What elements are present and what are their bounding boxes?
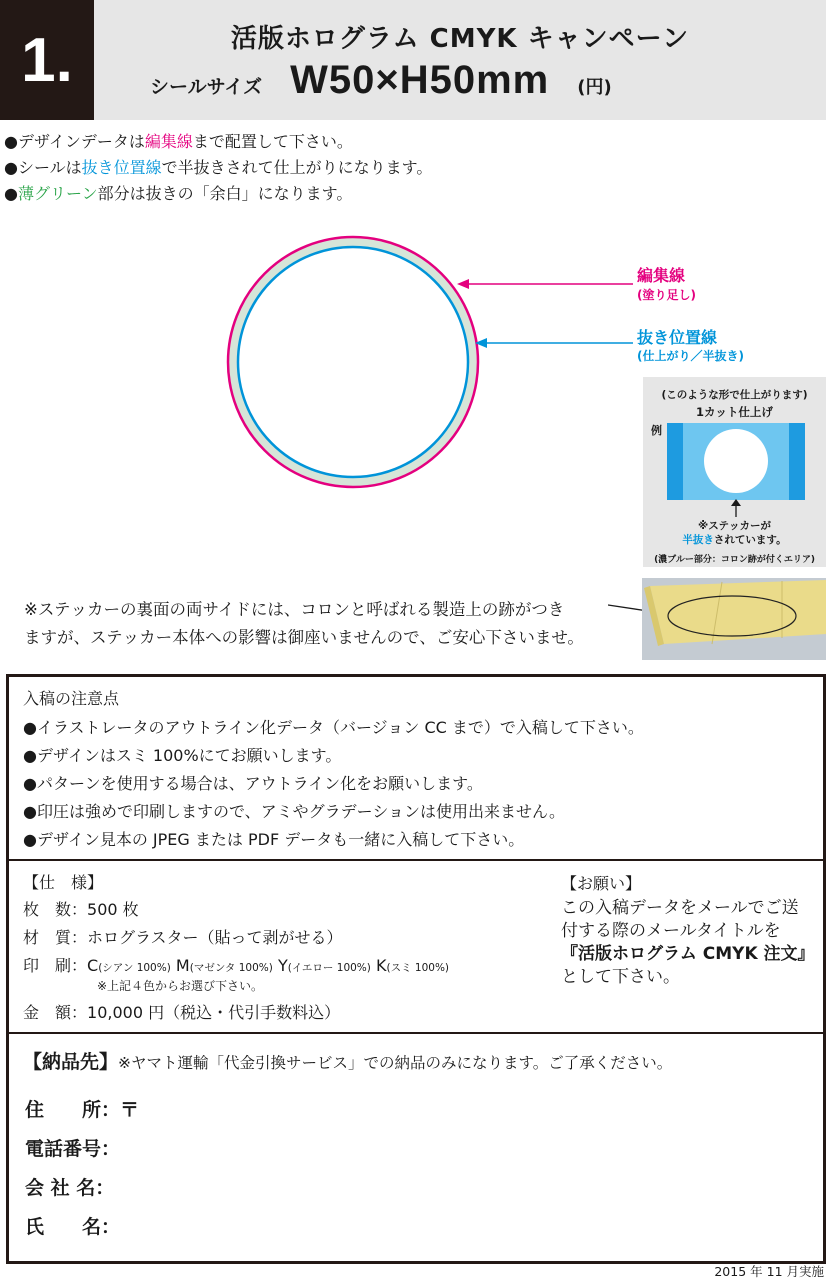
spec-quantity: 枚 数：500 枚 bbox=[23, 900, 139, 919]
example-title: (このような形で仕上がります) bbox=[661, 389, 808, 401]
spec-print-note: ※上記４色からお選び下さい。 bbox=[97, 979, 264, 993]
edit-line-label: 編集線 bbox=[637, 266, 686, 285]
effective-date: 2015 年 11 月実施 bbox=[714, 1264, 824, 1279]
cut-line-circle bbox=[238, 247, 468, 477]
request-line: 付する際のメールタイトルを bbox=[561, 921, 781, 941]
request-line: として下さい。 bbox=[561, 967, 680, 987]
submission-item: ●デザイン見本の JPEG または PDF データも一緒に入稿して下さい。 bbox=[23, 830, 525, 849]
order-form bbox=[6, 674, 826, 1264]
submission-item: ●印圧は強めで印刷しますので、アミやグラデーションは使用出来ません。 bbox=[23, 802, 565, 821]
request-heading: 【お願い】 bbox=[561, 874, 642, 893]
example-sticker bbox=[667, 423, 805, 500]
cut-line-label: 抜き位置線 bbox=[637, 328, 718, 347]
example-caption-1: ※ステッカーが bbox=[698, 520, 771, 532]
name-field-label: 氏 名： bbox=[25, 1216, 121, 1238]
divider bbox=[9, 859, 823, 861]
delivery-row bbox=[23, 1049, 672, 1076]
spec-print: 印 刷：C(シアン 100%) M(マゼンタ 100%) Y(イエロー 100%) K(スミ 100%) bbox=[23, 956, 450, 975]
example-arrow-icon bbox=[729, 499, 743, 517]
specs-heading: 【仕 様】 bbox=[23, 873, 104, 892]
page-title: 活版ホログラム CMYK キャンペーン bbox=[230, 24, 690, 54]
submission-heading: 入稿の注意点 bbox=[23, 689, 120, 708]
divider bbox=[9, 1032, 823, 1034]
delivery-note: ※ヤマト運輸「代金引換サービス」での納品のみになります。ご了承ください。 bbox=[118, 1054, 673, 1072]
example-note: (濃ブルー部分：コロン跡が付くエリア) bbox=[654, 555, 815, 565]
back-side-note: ※ステッカーの裏面の両サイドには、コロンと呼ばれる製造上の跡がつき ますが、ステッカー本体への影響は御座いませんので、ご安心下さいませ。 bbox=[24, 600, 584, 647]
spec-price: 金 額：10,000 円（税込・代引手数料込） bbox=[23, 1003, 341, 1022]
note-margin: ●薄グリーン部分は抜きの「余白」になります。 bbox=[4, 184, 353, 203]
seal-size-value: W50×H50mm bbox=[290, 58, 550, 102]
size-row bbox=[150, 58, 790, 108]
note-cut-line: ●シールは抜き位置線で半抜きされて仕上がりになります。 bbox=[4, 158, 433, 177]
submission-item: ●イラストレータのアウトライン化データ（バージョン CC まで）で入稿して下さい。 bbox=[23, 718, 644, 737]
request-line: この入稿データをメールでご送 bbox=[561, 898, 799, 918]
company-field-label: 会 社 名： bbox=[25, 1177, 115, 1199]
note-edit-line: ●デザインデータは編集線まで配置して下さい。 bbox=[4, 132, 353, 151]
spec-material: 材 質：ホログラスター（貼って剥がせる） bbox=[23, 928, 343, 947]
back-side-photo bbox=[642, 578, 826, 660]
submission-item: ●デザインはスミ 100%にてお願いします。 bbox=[23, 746, 342, 765]
delivery-heading: 【納品先】 bbox=[23, 1051, 119, 1073]
edit-line-sublabel: (塗り足し) bbox=[637, 288, 696, 302]
seal-shape: (円) bbox=[577, 77, 612, 98]
example-caption-2: 半抜きされています。 bbox=[682, 534, 787, 546]
example-tag: 例 bbox=[651, 424, 662, 437]
submission-item: ●パターンを使用する場合は、アウトライン化をお願いします。 bbox=[23, 774, 483, 793]
cut-line-sublabel: (仕上がり／半抜き) bbox=[637, 349, 744, 363]
seal-size-label: シールサイズ bbox=[150, 76, 263, 98]
address-field-label: 住 所：〒 bbox=[25, 1099, 140, 1121]
phone-field-label: 電話番号： bbox=[25, 1138, 121, 1160]
request-mail-title: 『活版ホログラム CMYK 注文』 bbox=[561, 944, 815, 964]
seal-diagram bbox=[225, 235, 645, 505]
example-subtitle: 1カット仕上げ bbox=[696, 405, 773, 419]
example-box bbox=[643, 377, 826, 567]
step-number: 1. bbox=[0, 0, 94, 120]
